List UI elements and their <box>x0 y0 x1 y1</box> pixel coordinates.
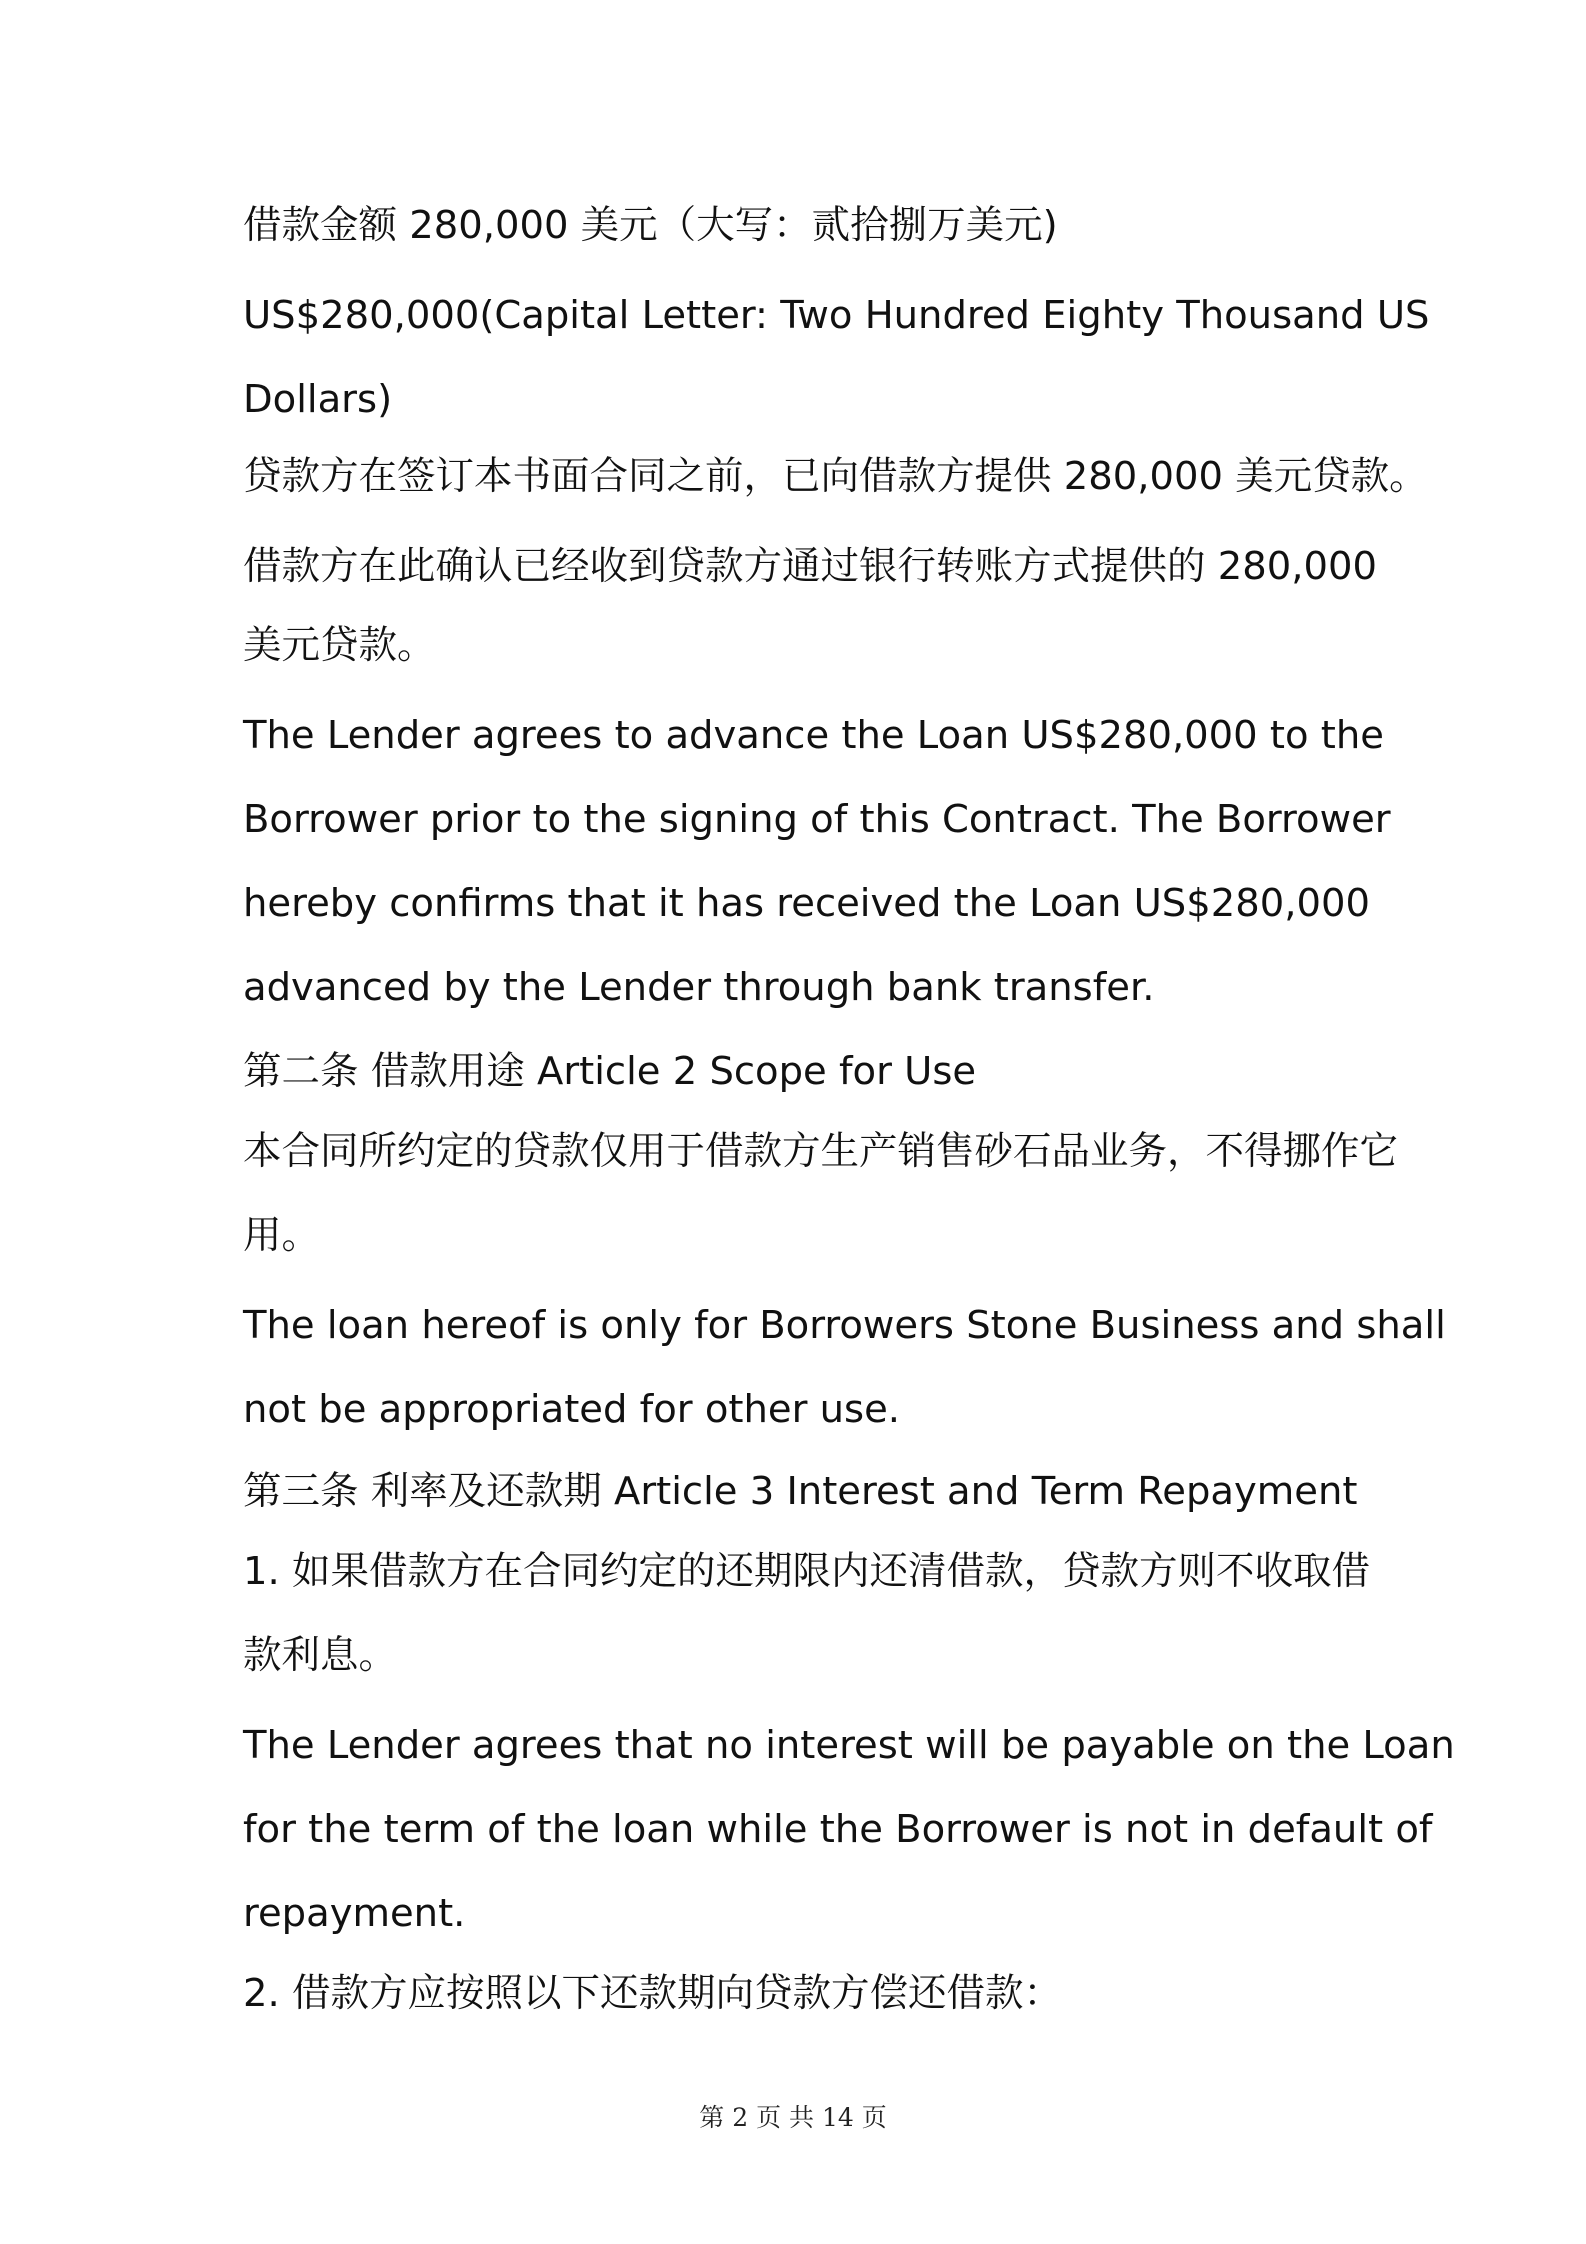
text-line: The loan hereof is only for Borrowers Stone Business and shall <box>243 1303 1446 1348</box>
text-line: not be appropriated for other use. <box>243 1387 901 1432</box>
text-line: The Lender agrees to advance the Loan US$280,000 to the <box>243 713 1384 758</box>
text-line: 借款金额 280,000 美元（大写：贰拾捌万美元) <box>243 203 1058 248</box>
text-line: 1. 如果借款方在合同约定的还期限内还清借款，贷款方则不收取借 <box>243 1549 1370 1594</box>
text-line: 借款方在此确认已经收到贷款方通过银行转账方式提供的 280,000 <box>243 544 1377 589</box>
text-line: 用。 <box>243 1213 321 1258</box>
article-heading: 第二条 借款用途 Article 2 Scope for Use <box>243 1049 977 1094</box>
text-line: Borrower prior to the signing of this Contract. The Borrower <box>243 797 1391 842</box>
text-line: Dollars) <box>243 377 393 422</box>
page-number-footer: 第 2 页 共 14 页 <box>699 2103 887 2132</box>
text-line: The Lender agrees that no interest will be payable on the Loan <box>243 1723 1455 1768</box>
text-line: hereby confirms that it has received the Loan US$280,000 <box>243 881 1370 926</box>
article-heading: 第三条 利率及还款期 Article 3 Interest and Term Repayment <box>243 1469 1358 1514</box>
text-line: 款利息。 <box>243 1633 398 1678</box>
text-line: for the term of the loan while the Borrower is not in default of <box>243 1807 1433 1852</box>
text-line: repayment. <box>243 1891 466 1936</box>
text-line: 美元贷款。 <box>243 623 436 668</box>
text-line: 2. 借款方应按照以下还款期向贷款方偿还借款： <box>243 1971 1062 2016</box>
text-line: 贷款方在签订本书面合同之前，已向借款方提供 280,000 美元贷款。 <box>243 454 1428 499</box>
text-line: 本合同所约定的贷款仅用于借款方生产销售砂石品业务，不得挪作它 <box>243 1129 1399 1174</box>
text-line: advanced by the Lender through bank transfer. <box>243 965 1155 1010</box>
text-line: US$280,000(Capital Letter: Two Hundred Eighty Thousand US <box>243 293 1430 338</box>
